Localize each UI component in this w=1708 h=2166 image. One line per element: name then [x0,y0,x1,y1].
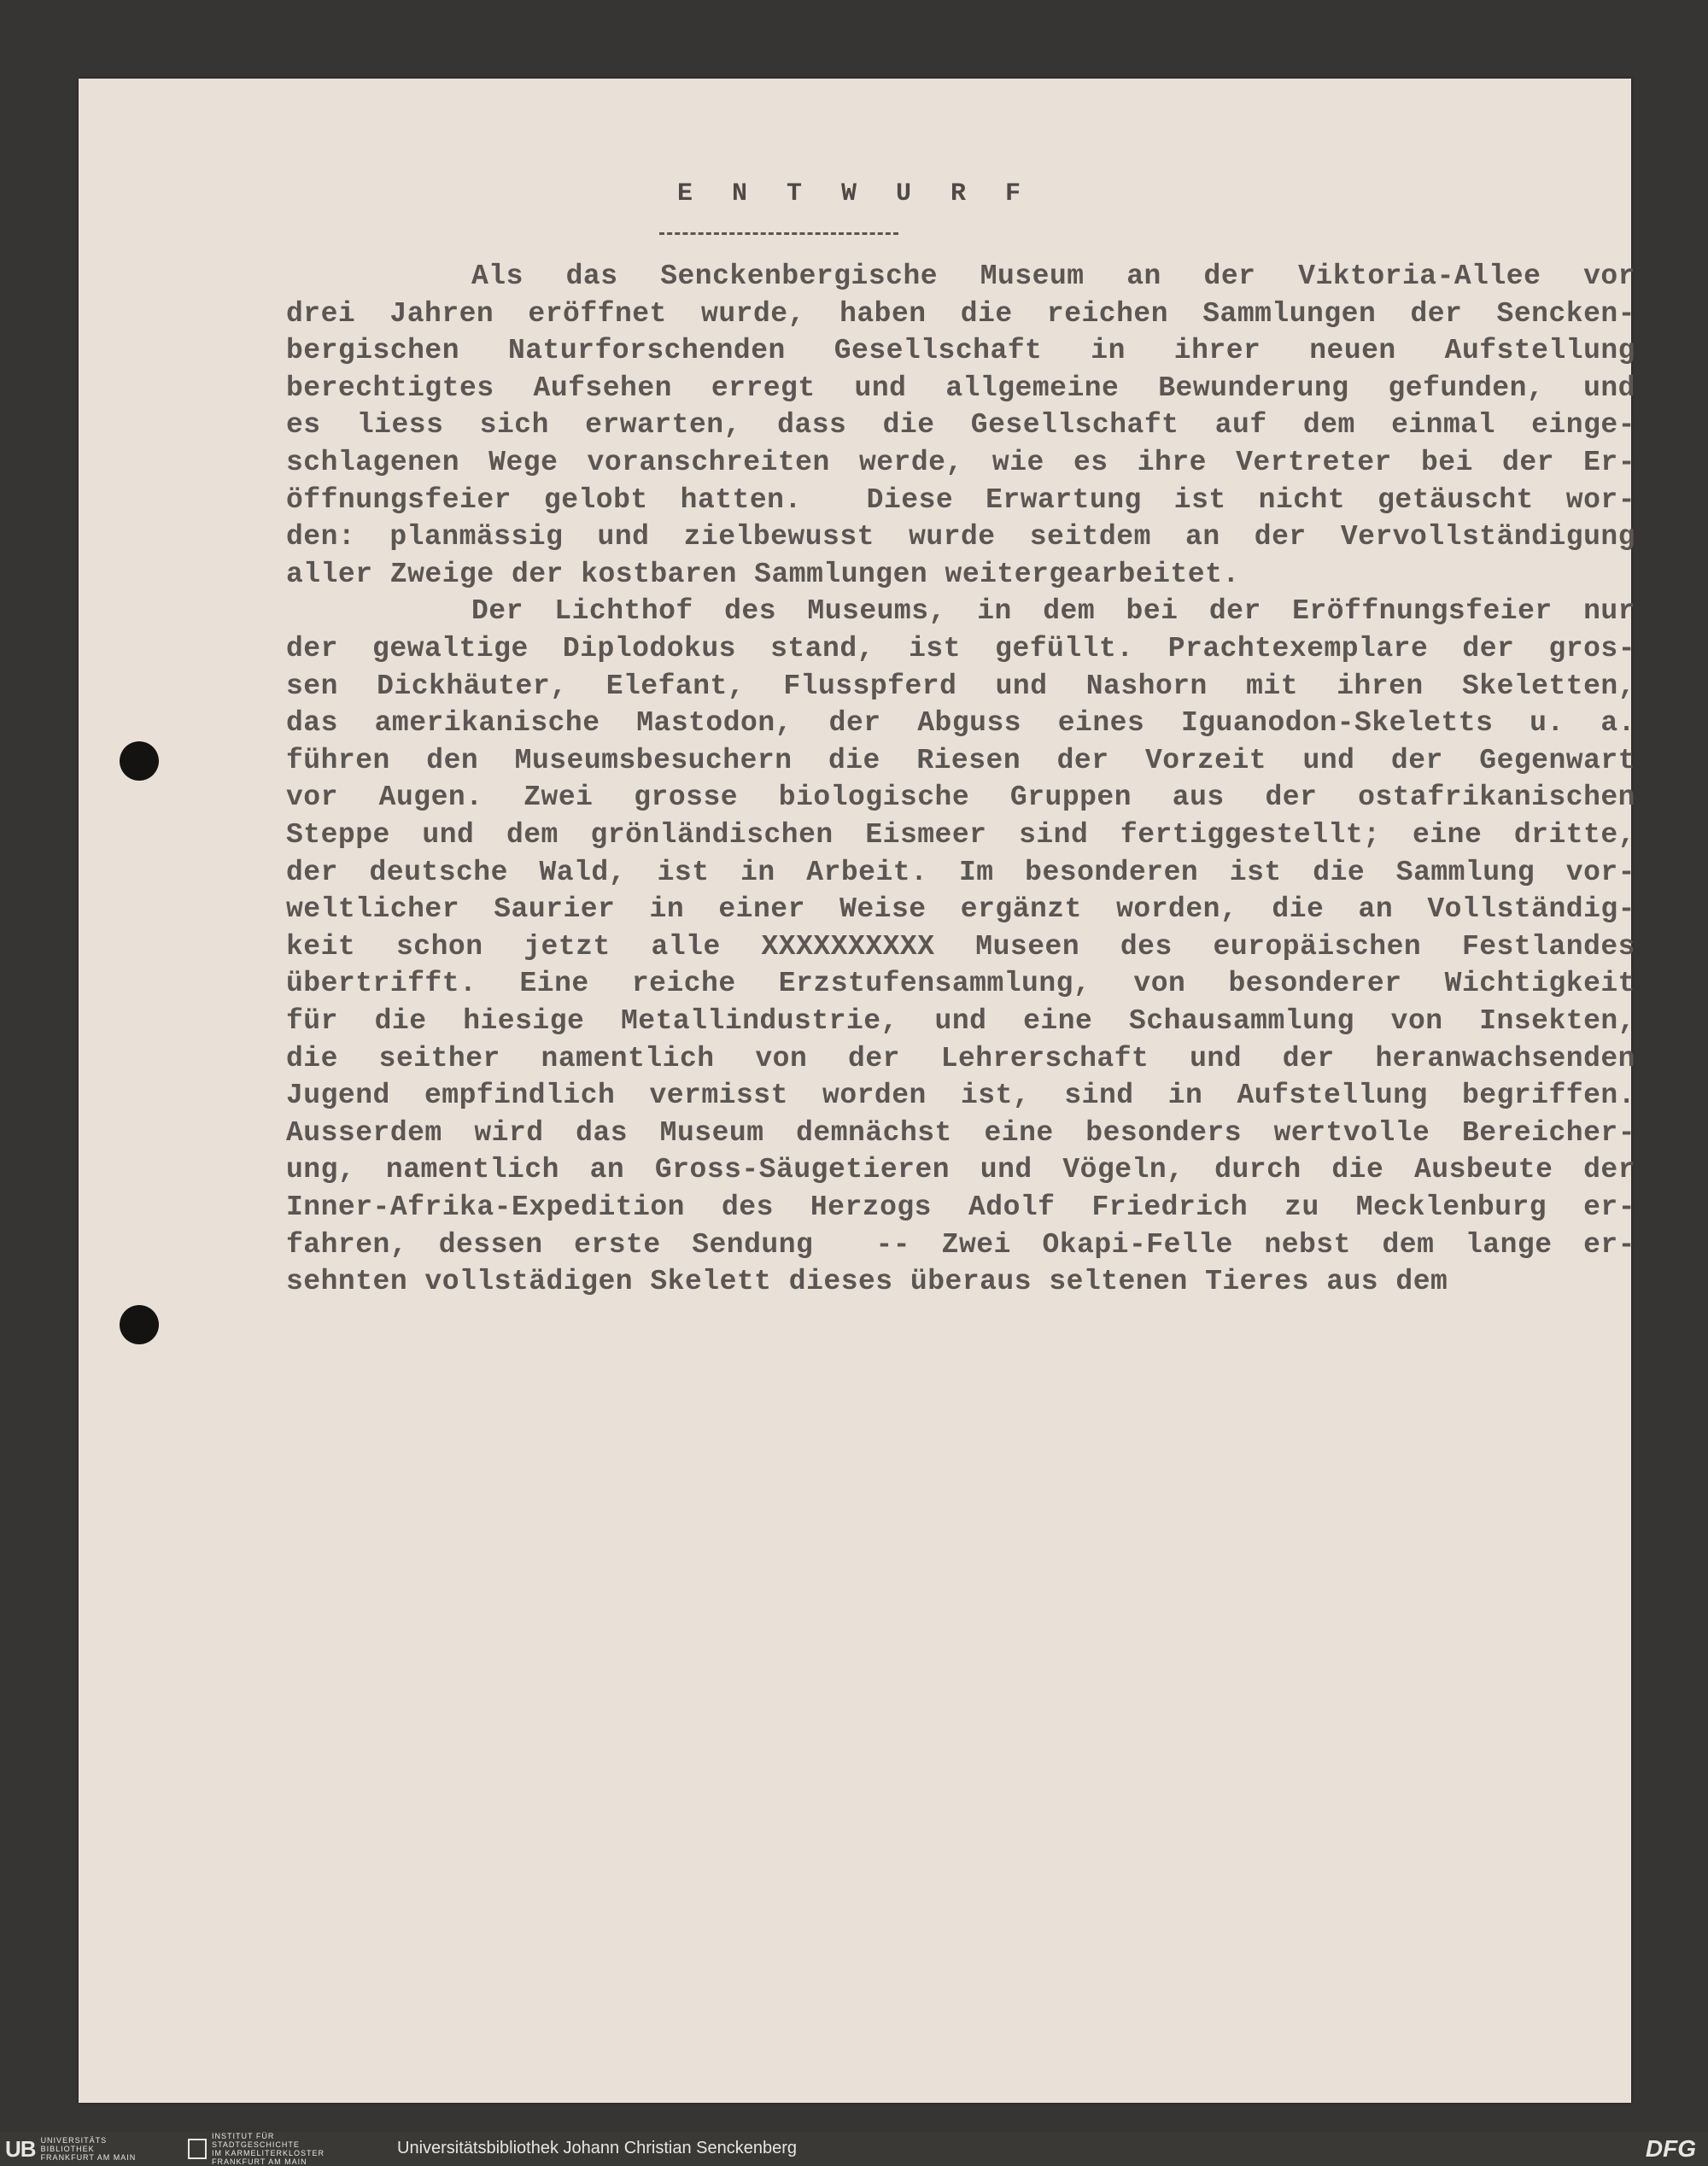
text-line: Steppe und dem grönländischen Eismeer sind fertiggestellt; eine dritte, [286,819,1635,851]
text-line: Als das Senckenbergische Museum an der Viktoria-Allee vor [471,261,1635,292]
text-line: aller Zweige der kostbaren Sammlungen weitergearbeitet. [286,558,1240,590]
text-line: weltlicher Saurier in einer Weise ergänzt worden, die an Vollständig- [286,893,1635,926]
text-line: für die hiesige Metallindustrie, und eine Schausammlung von Insekten, [286,1005,1635,1037]
text-line: drei Jahren eröffnet wurde, haben die reichen Sammlungen der Sencken- [286,297,1635,330]
text-line: Ausserdem wird das Museum demnächst eine besonders wertvolle Bereicher- [286,1116,1635,1149]
punch-hole [120,1305,159,1344]
isg-logo-line: INSTITUT FÜR [212,2132,275,2140]
text-line: berechtigtes Aufsehen erregt und allgemeine Bewunderung gefunden, und [286,372,1635,404]
text-line: Inner-Afrika-Expedition des Herzogs Adolf Friedrich zu Mecklenburg er- [286,1191,1635,1223]
viewer-footer [0,2132,1708,2166]
punch-hole [120,741,159,781]
text-line: öffnungsfeier gelobt hatten. Diese Erwartung ist nicht getäuscht wor- [286,483,1635,516]
footer-credit: Universitätsbibliothek Johann Christian Senckenberg [397,2139,798,2157]
text-line: bergischen Naturforschenden Gesellschaft in ihrer neuen Aufstellung [286,335,1635,367]
text-line: schlagenen Wege voranschreiten werde, wie es ihre Vertreter bei der Er- [286,447,1635,478]
isg-logo-line: IM KARMELITERKLOSTER [212,2149,325,2157]
ub-logo-mark: UB [5,2135,36,2162]
text-line: ung, namentlich an Gross-Säugetieren und Vögeln, durch die Ausbeute der [286,1154,1635,1186]
text-line: der deutsche Wald, ist in Arbeit. Im besonderen ist die Sammlung vor- [286,856,1635,888]
text-line: sen Dickhäuter, Elefant, Flusspferd und Nashorn mit ihren Skeletten, [286,670,1635,702]
ub-logo [5,2135,136,2163]
text-line: fahren, dessen erste Sendung -- Zwei Okapi-Felle nebst dem lange er- [286,1228,1635,1261]
text-line: es liess sich erwarten, dass die Gesellschaft auf dem einmal einge- [286,409,1635,442]
isg-logo-icon [188,2139,207,2159]
isg-logo-line: FRANKFURT AM MAIN [212,2157,307,2166]
text-line: Der Lichthof des Museums, in dem bei der Eröffnungsfeier nur [471,595,1635,628]
text-line: keit schon jetzt alle XXXXXXXXXX Museen des europäischen Festlandes [286,930,1635,963]
text-line: der gewaltige Diplodokus stand, ist gefüllt. Prachtexemplare der gros- [286,633,1635,664]
text-line: sehnten vollstädigen Skelett dieses überaus seltenen Tieres aus dem [286,1266,1448,1298]
isg-logo-line: STADTGESCHICHTE [212,2140,300,2149]
ub-logo-line: BIBLIOTHEK [40,2145,95,2153]
isg-logo [188,2132,325,2166]
text-line: das amerikanische Mastodon, der Abguss eines Iguanodon-Skeletts u. a. [286,707,1635,740]
document-heading: E N T W U R F [676,179,1033,208]
ub-logo-text [41,2136,137,2162]
document-page [79,79,1635,2103]
ub-logo-line: FRANKFURT AM MAIN [40,2153,137,2162]
text-line: führen den Museumsbesuchern die Riesen der Vorzeit und der Gegenwart [286,744,1635,776]
text-line: übertrifft. Eine reiche Erzstufensammlung, von besonderer Wichtigkeit [286,968,1635,1000]
heading-underline [659,232,898,235]
text-line: Jugend empfindlich vermisst worden ist, sind in Aufstellung begriffen. [286,1080,1635,1112]
ub-logo-line: UNIVERSITÄTS [40,2136,108,2145]
text-line: die seither namentlich von der Lehrerschaft und der heranwachsenden [286,1042,1635,1074]
isg-logo-text [212,2132,325,2166]
dfg-logo: DFG [1645,2135,1696,2162]
text-line: den: planmässig und zielbewusst wurde seitdem an der Vervollständigung [286,521,1635,553]
text-line: vor Augen. Zwei grosse biologische Gruppen aus der ostafrikanischen [286,782,1635,814]
